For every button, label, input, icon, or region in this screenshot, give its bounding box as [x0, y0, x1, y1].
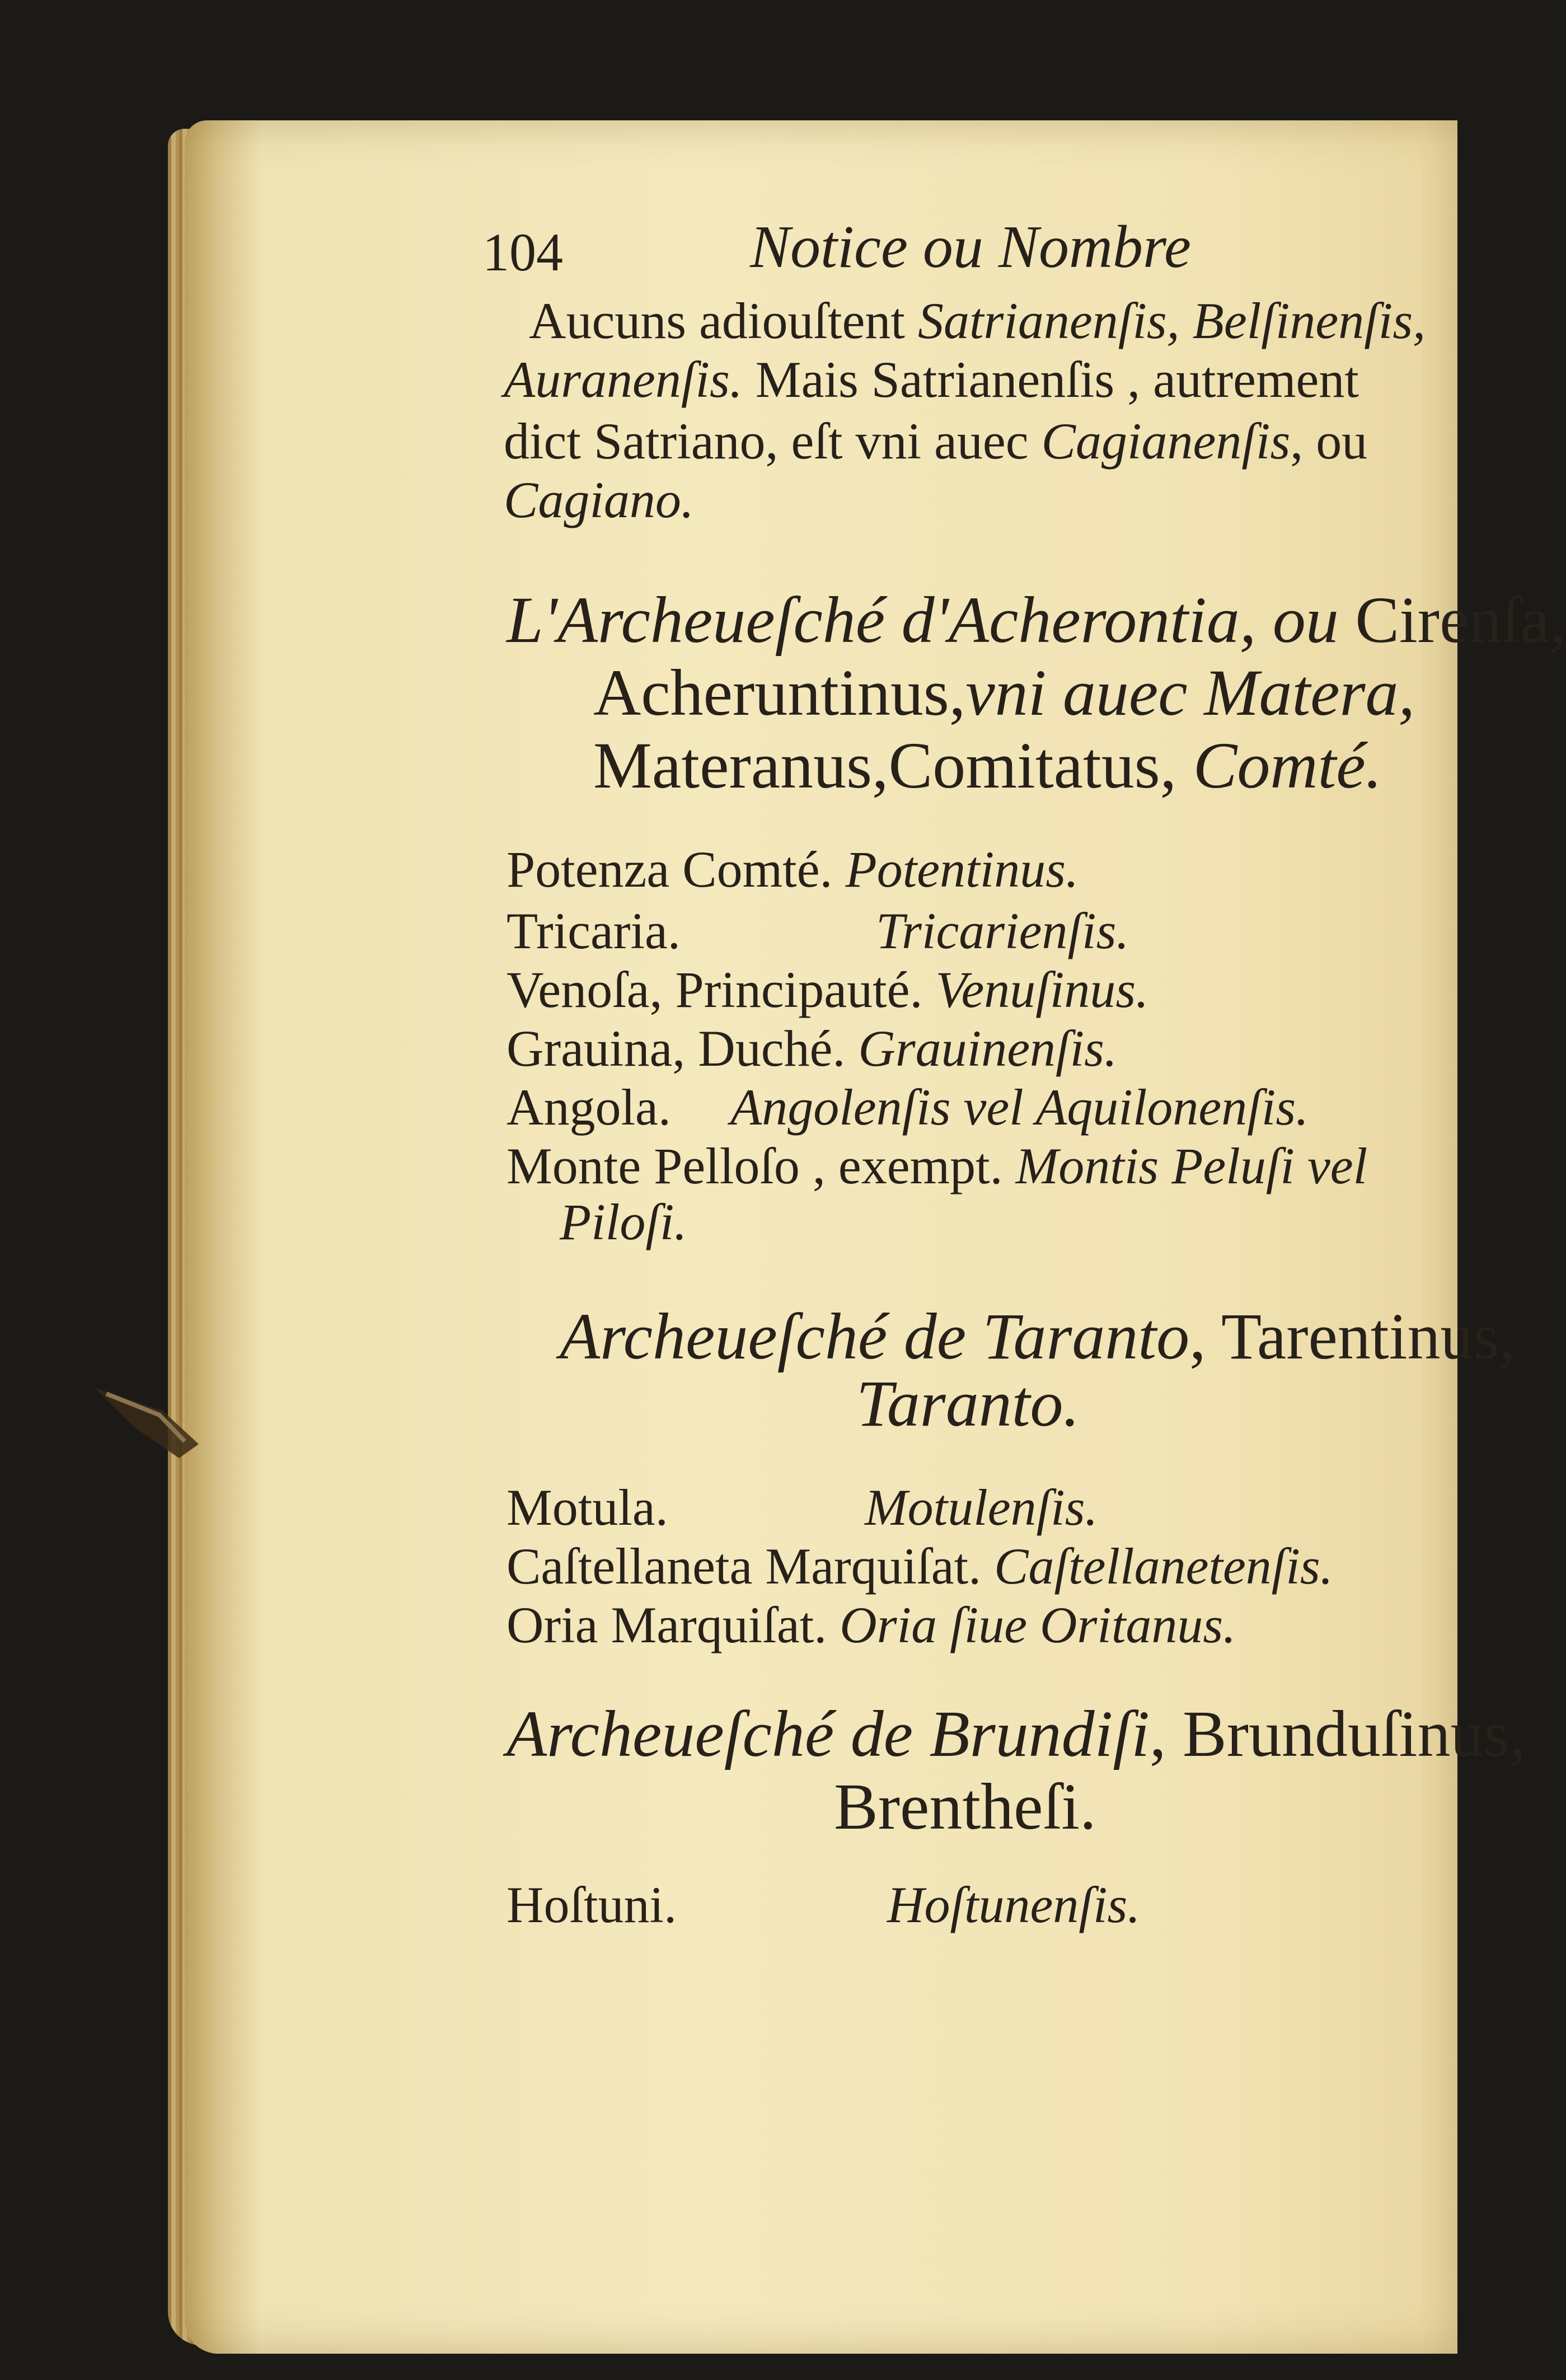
entry-venosa: Venoſa, Principauté. Venuſinus. — [507, 961, 1149, 1018]
entry-tricaria: Tricaria. Tricarienſis. — [507, 902, 1129, 959]
section-3-title-2: Brentheſi. — [834, 1770, 1096, 1843]
entry-oria: Oria Marquiſat. Oria ſiue Oritanus. — [507, 1596, 1236, 1653]
entry-castellaneta: Caſtellaneta Marquiſat. Caſtellanetenſis. — [507, 1538, 1333, 1595]
entry-monte-pelloso-cont: Piloſi. — [560, 1193, 687, 1250]
intro-line-2: Auranenſis. Mais Satrianenſis , autrement — [504, 351, 1359, 408]
section-3-title-1: Archeueſché de Brundiſi, Brunduſinus, — [507, 1697, 1526, 1770]
entry-potenza: Potenza Comté. Potentinus. — [507, 841, 1079, 898]
section-2-title-1: Archeueſché de Taranto, Tarentinus, — [560, 1300, 1516, 1373]
intro-line-4: Cagiano. — [504, 471, 694, 528]
intro-line-1: Aucuns adiouſtent Satrianenſis, Belſinenſis, — [529, 292, 1426, 349]
entry-motula: Motula. Motulenſis. — [507, 1479, 1098, 1536]
section-1-title-3: Materanus,Comitatus, Comté. — [593, 729, 1382, 802]
page-number: 104 — [482, 222, 563, 282]
section-2-title-2: Taranto. — [856, 1367, 1080, 1440]
entry-monte-pelloso: Monte Pelloſo , exempt. Montis Peluſi vel — [507, 1137, 1368, 1194]
intro-line-3: dict Satriano, eſt vni auec Cagianenſis, ou — [504, 413, 1368, 470]
entry-hostuni: Hoſtuni. Hoſtunenſis. — [507, 1876, 1141, 1933]
section-1-title-2: Acheruntinus,vni auec Matera, — [593, 656, 1415, 729]
entry-grauina: Grauina, Duché. Grauinenſis. — [507, 1020, 1117, 1077]
section-1-title-1: L'Archeueſché d'Acherontia, ou Cirenſa, — [507, 583, 1566, 657]
running-title: Notice ou Nombre — [750, 214, 1191, 280]
entry-angola: Angola. Angolenſis vel Aquilonenſis. — [507, 1079, 1309, 1136]
